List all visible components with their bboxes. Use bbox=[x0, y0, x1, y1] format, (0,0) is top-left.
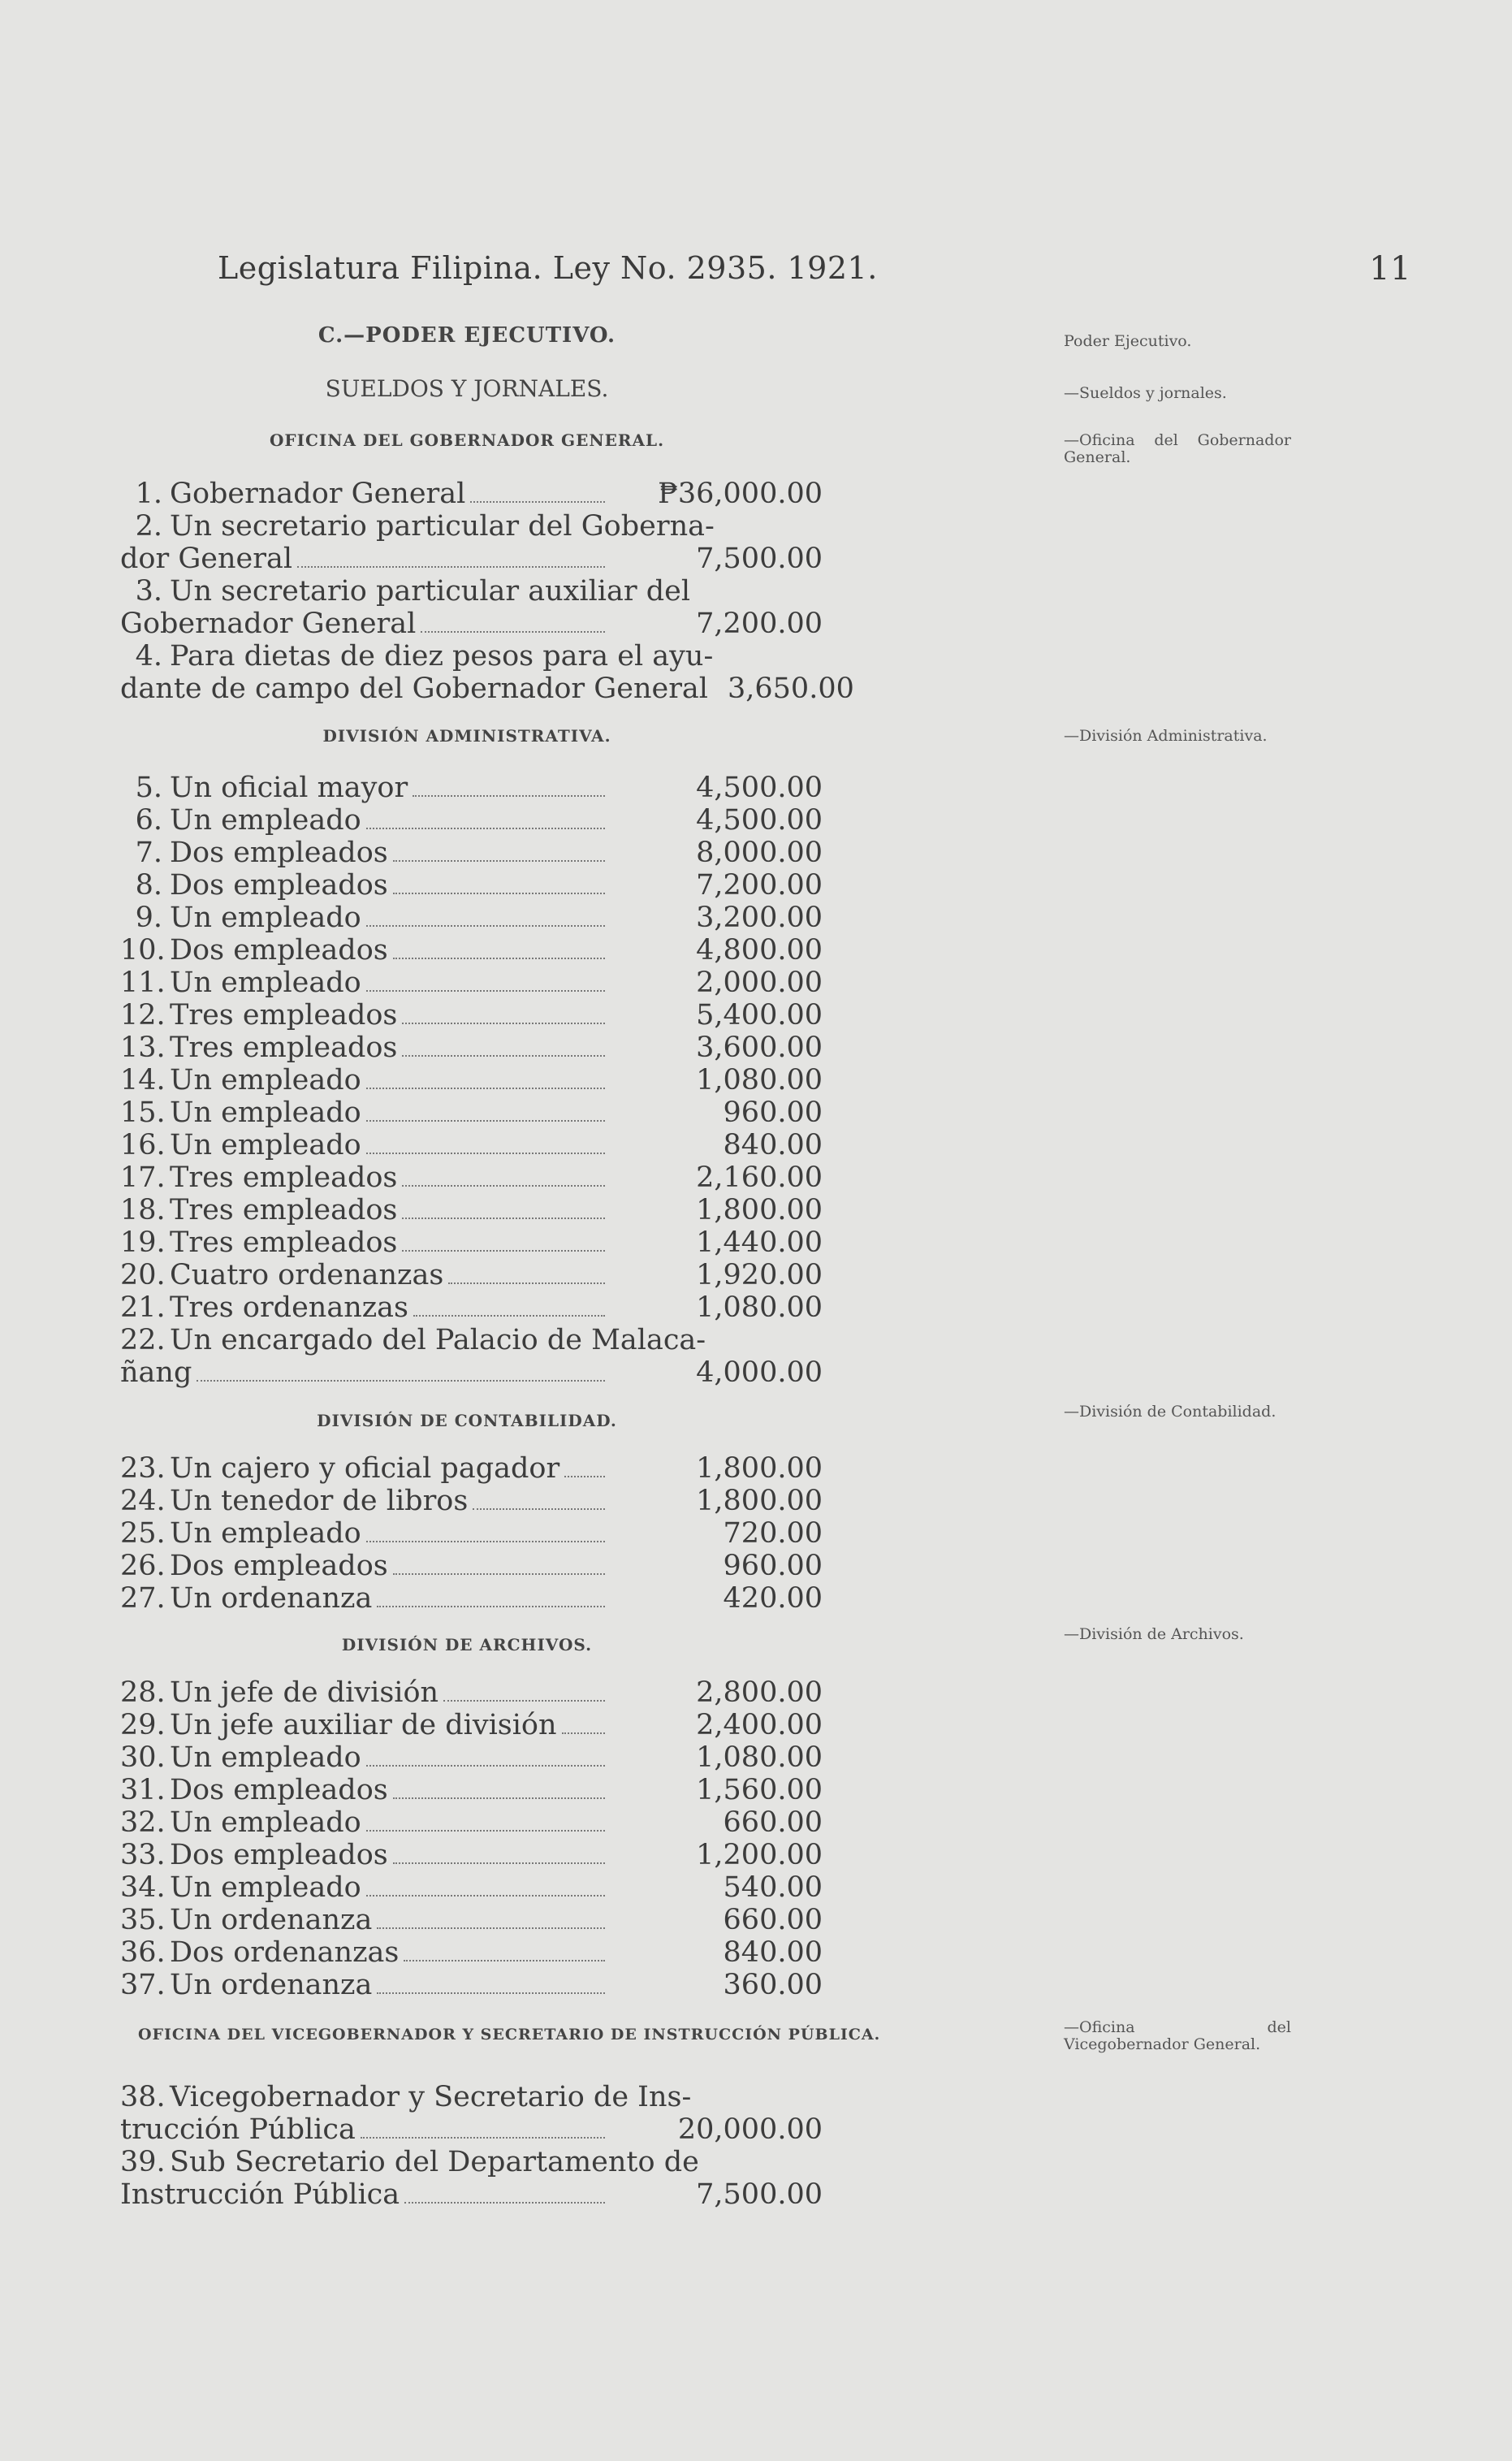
item-line bbox=[120, 1517, 823, 1550]
item-amount: 7,500.00 bbox=[696, 543, 823, 575]
salary-item bbox=[120, 1582, 823, 1615]
dot-leader bbox=[366, 989, 605, 992]
running-title: Legislatura Filipina. Ley No. 2935. 1921. bbox=[218, 250, 878, 286]
item-line bbox=[120, 1226, 823, 1259]
item-line bbox=[120, 1871, 823, 1904]
salary-item bbox=[120, 837, 823, 869]
item-line bbox=[120, 999, 823, 1032]
item-label: Un empleado bbox=[170, 1517, 361, 1550]
group-side-note: —División de Contabilidad. bbox=[1064, 1403, 1277, 1421]
item-line bbox=[120, 2081, 823, 2113]
item-line bbox=[120, 1032, 823, 1064]
item-amount: 4,000.00 bbox=[696, 1356, 823, 1389]
item-amount: 2,000.00 bbox=[696, 967, 823, 999]
dot-leader bbox=[377, 1992, 605, 1994]
item-label: Dos empleados bbox=[170, 1550, 388, 1582]
item-amount: 720.00 bbox=[723, 1517, 823, 1550]
item-line bbox=[120, 1774, 823, 1806]
item-line bbox=[120, 1741, 823, 1774]
group-heading: DIVISIÓN DE ARCHIVOS. bbox=[341, 1635, 593, 1654]
item-amount: 2,400.00 bbox=[696, 1709, 823, 1741]
item-line bbox=[120, 837, 823, 869]
item-label: Dos empleados bbox=[170, 1774, 388, 1806]
item-label: Dos empleados bbox=[170, 869, 388, 902]
item-number: 1. bbox=[135, 478, 162, 510]
item-amount: 1,440.00 bbox=[696, 1226, 823, 1259]
dot-leader bbox=[197, 1379, 605, 1382]
item-line bbox=[120, 1324, 823, 1356]
item-number: 11. bbox=[120, 967, 166, 999]
item-label: Un empleado bbox=[170, 1129, 361, 1161]
item-line bbox=[120, 1161, 823, 1194]
item-line bbox=[120, 2113, 823, 2146]
salary-item bbox=[120, 1485, 823, 1517]
item-label: trucción Pública bbox=[120, 2113, 356, 2146]
item-line bbox=[120, 1129, 823, 1161]
item-line bbox=[120, 1969, 823, 2001]
item-label: Tres empleados bbox=[170, 1032, 398, 1064]
item-number: 35. bbox=[120, 1904, 166, 1936]
dot-leader bbox=[470, 500, 605, 503]
item-number: 5. bbox=[135, 772, 162, 804]
item-label: Un empleado bbox=[170, 1741, 361, 1774]
dot-leader bbox=[402, 1249, 605, 1252]
item-label: Dos empleados bbox=[170, 1839, 388, 1871]
item-label: Tres empleados bbox=[170, 1194, 398, 1226]
dot-leader bbox=[297, 565, 605, 568]
item-label: Un empleado bbox=[170, 1096, 361, 1129]
item-label: dante de campo del Gobernador General bbox=[120, 673, 708, 705]
dot-leader bbox=[473, 1507, 605, 1510]
item-amount: 1,080.00 bbox=[696, 1291, 823, 1324]
salary-item bbox=[120, 1709, 823, 1741]
item-line bbox=[120, 1452, 823, 1485]
item-number: 15. bbox=[120, 1096, 166, 1129]
item-amount: 840.00 bbox=[723, 1936, 823, 1969]
dot-leader bbox=[404, 1959, 605, 1961]
item-number: 36. bbox=[120, 1936, 166, 1969]
salary-item bbox=[120, 1741, 823, 1774]
item-label: Dos empleados bbox=[170, 934, 388, 967]
item-line bbox=[120, 1676, 823, 1709]
item-line bbox=[120, 1582, 823, 1615]
salary-item bbox=[120, 2146, 823, 2211]
dot-leader bbox=[404, 2201, 605, 2204]
item-number: 13. bbox=[120, 1032, 166, 1064]
item-line bbox=[120, 1194, 823, 1226]
item-label: Un empleado bbox=[170, 1806, 361, 1839]
salary-item bbox=[120, 1032, 823, 1064]
dot-leader bbox=[366, 1152, 605, 1154]
dot-leader bbox=[393, 1862, 605, 1864]
dot-leader bbox=[377, 1605, 605, 1607]
item-amount: 3,650.00 bbox=[728, 673, 854, 705]
dot-leader bbox=[443, 1699, 605, 1702]
item-number: 29. bbox=[120, 1709, 166, 1741]
item-label: Un cajero y oficial pagador bbox=[170, 1452, 560, 1485]
dot-leader bbox=[366, 1119, 605, 1122]
item-label: Para dietas de diez pesos para el ayu- bbox=[170, 640, 714, 673]
group-heading: DIVISIÓN DE CONTABILIDAD. bbox=[317, 1411, 617, 1430]
group-side-note: —Oficina del Vicegobernador General. bbox=[1064, 2018, 1291, 2053]
item-number: 34. bbox=[120, 1871, 166, 1904]
item-amount: 3,200.00 bbox=[696, 902, 823, 934]
salary-item bbox=[120, 804, 823, 837]
item-number: 9. bbox=[135, 902, 162, 934]
dot-leader bbox=[421, 630, 605, 633]
item-label: Un ordenanza bbox=[170, 1904, 373, 1936]
dot-leader bbox=[366, 1087, 605, 1089]
item-label: Un jefe auxiliar de división bbox=[170, 1709, 557, 1741]
salary-item bbox=[120, 1969, 823, 2001]
item-amount: 960.00 bbox=[723, 1096, 823, 1129]
section-subtitle: SUELDOS Y JORNALES. bbox=[325, 375, 609, 402]
item-amount: 2,160.00 bbox=[696, 1161, 823, 1194]
item-label: Gobernador General bbox=[120, 608, 417, 640]
salary-item bbox=[120, 1064, 823, 1096]
dot-leader bbox=[402, 1184, 605, 1187]
salary-item bbox=[120, 1550, 823, 1582]
item-line bbox=[120, 934, 823, 967]
item-amount: 8,000.00 bbox=[696, 837, 823, 869]
item-amount: 1,080.00 bbox=[696, 1741, 823, 1774]
item-number: 7. bbox=[135, 837, 162, 869]
item-amount: 1,560.00 bbox=[696, 1774, 823, 1806]
item-number: 33. bbox=[120, 1839, 166, 1871]
page-number: 11 bbox=[1369, 250, 1411, 288]
salary-item bbox=[120, 1904, 823, 1936]
item-line bbox=[120, 2146, 823, 2178]
item-line bbox=[120, 772, 823, 804]
dot-leader bbox=[393, 1797, 605, 1799]
item-number: 19. bbox=[120, 1226, 166, 1259]
dot-leader bbox=[366, 1764, 605, 1767]
salary-item bbox=[120, 1774, 823, 1806]
item-label: Cuatro ordenanzas bbox=[170, 1259, 444, 1291]
item-line bbox=[120, 1550, 823, 1582]
item-number: 14. bbox=[120, 1064, 166, 1096]
dot-leader bbox=[377, 1927, 605, 1929]
item-line bbox=[120, 1259, 823, 1291]
item-label: Un empleado bbox=[170, 1871, 361, 1904]
item-label: dor General bbox=[120, 543, 293, 575]
item-label: Un empleado bbox=[170, 1064, 361, 1096]
salary-item bbox=[120, 1096, 823, 1129]
item-line bbox=[120, 575, 823, 608]
item-amount: 420.00 bbox=[723, 1582, 823, 1615]
section-title: C.—PODER EJECUTIVO. bbox=[318, 323, 616, 348]
dot-leader bbox=[393, 957, 605, 959]
item-label: Dos ordenanzas bbox=[170, 1936, 400, 1969]
item-label: Tres empleados bbox=[170, 1161, 398, 1194]
item-number: 28. bbox=[120, 1676, 166, 1709]
salary-item bbox=[120, 1291, 823, 1324]
item-amount: 4,500.00 bbox=[696, 772, 823, 804]
group-heading: OFICINA DEL GOBERNADOR GENERAL. bbox=[269, 430, 665, 450]
dot-leader bbox=[564, 1475, 605, 1477]
item-label: Un secretario particular del Goberna- bbox=[170, 510, 715, 543]
item-label: Un empleado bbox=[170, 967, 361, 999]
item-amount: 540.00 bbox=[723, 1871, 823, 1904]
salary-item bbox=[120, 1676, 823, 1709]
item-number: 24. bbox=[120, 1485, 166, 1517]
salary-item bbox=[120, 1324, 823, 1389]
item-number: 12. bbox=[120, 999, 166, 1032]
running-header bbox=[218, 250, 1411, 299]
item-number: 32. bbox=[120, 1806, 166, 1839]
salary-item bbox=[120, 640, 854, 705]
item-label: Gobernador General bbox=[170, 478, 466, 510]
item-line bbox=[120, 967, 823, 999]
group-side-note: —Oficina del Gobernador General. bbox=[1064, 431, 1291, 466]
item-number: 38. bbox=[120, 2081, 166, 2113]
item-line bbox=[120, 1356, 823, 1389]
salary-item bbox=[120, 1517, 823, 1550]
item-number: 30. bbox=[120, 1741, 166, 1774]
salary-item bbox=[120, 1839, 823, 1871]
item-number: 6. bbox=[135, 804, 162, 837]
salary-item bbox=[120, 2081, 823, 2146]
item-amount: 1,800.00 bbox=[696, 1485, 823, 1517]
salary-item bbox=[120, 1936, 823, 1969]
salary-item bbox=[120, 1226, 823, 1259]
item-label: Tres empleados bbox=[170, 999, 398, 1032]
item-label: Un ordenanza bbox=[170, 1582, 373, 1615]
item-number: 10. bbox=[120, 934, 166, 967]
salary-item bbox=[120, 869, 823, 902]
item-number: 16. bbox=[120, 1129, 166, 1161]
side-subtitle: —Sueldos y jornales. bbox=[1064, 384, 1227, 402]
item-amount: 7,500.00 bbox=[696, 2178, 823, 2211]
item-label: Sub Secretario del Departamento de bbox=[170, 2146, 699, 2178]
item-number: 2. bbox=[135, 510, 162, 543]
dot-leader bbox=[448, 1282, 605, 1284]
item-number: 3. bbox=[135, 575, 162, 608]
dot-leader bbox=[366, 1829, 605, 1832]
salary-item bbox=[120, 1871, 823, 1904]
item-number: 31. bbox=[120, 1774, 166, 1806]
item-amount: 360.00 bbox=[723, 1969, 823, 2001]
item-number: 27. bbox=[120, 1582, 166, 1615]
item-label: Tres ordenanzas bbox=[170, 1291, 409, 1324]
salary-item bbox=[120, 1452, 823, 1485]
side-title: Poder Ejecutivo. bbox=[1064, 332, 1192, 350]
dot-leader bbox=[402, 1054, 605, 1057]
dot-leader bbox=[402, 1217, 605, 1219]
item-line bbox=[120, 478, 823, 510]
group-side-note: —División de Archivos. bbox=[1064, 1625, 1244, 1643]
item-amount: 1,200.00 bbox=[696, 1839, 823, 1871]
dot-leader bbox=[393, 892, 605, 894]
item-line bbox=[120, 543, 823, 575]
dot-leader bbox=[366, 827, 605, 829]
item-line bbox=[120, 2178, 823, 2211]
item-amount: 7,200.00 bbox=[696, 869, 823, 902]
dot-leader bbox=[366, 1540, 605, 1542]
item-number: 23. bbox=[120, 1452, 166, 1485]
dot-leader bbox=[361, 2136, 605, 2139]
dot-leader bbox=[366, 924, 605, 927]
salary-item bbox=[120, 510, 823, 575]
item-amount: 660.00 bbox=[723, 1806, 823, 1839]
item-amount: 1,920.00 bbox=[696, 1259, 823, 1291]
item-line bbox=[120, 673, 854, 705]
group-heading: OFICINA DEL VICEGOBERNADOR Y SECRETARIO DE INSTRUCCIÓN PÚBLICA. bbox=[138, 2026, 881, 2044]
item-number: 25. bbox=[120, 1517, 166, 1550]
item-amount: 20,000.00 bbox=[677, 2113, 823, 2146]
item-line bbox=[120, 608, 823, 640]
dot-leader bbox=[413, 1314, 605, 1317]
salary-item bbox=[120, 478, 823, 510]
item-number: 8. bbox=[135, 869, 162, 902]
item-number: 20. bbox=[120, 1259, 166, 1291]
dot-leader bbox=[366, 1894, 605, 1897]
item-amount: 960.00 bbox=[723, 1550, 823, 1582]
item-number: 18. bbox=[120, 1194, 166, 1226]
item-amount: 3,600.00 bbox=[696, 1032, 823, 1064]
item-label: ñang bbox=[120, 1356, 192, 1389]
salary-item bbox=[120, 967, 823, 999]
item-label: Un tenedor de libros bbox=[170, 1485, 469, 1517]
item-number: 21. bbox=[120, 1291, 166, 1324]
item-amount: ₱36,000.00 bbox=[658, 478, 823, 510]
item-number: 26. bbox=[120, 1550, 166, 1582]
item-label: Tres empleados bbox=[170, 1226, 398, 1259]
salary-item bbox=[120, 772, 823, 804]
item-line bbox=[120, 640, 823, 673]
item-label: Un empleado bbox=[170, 902, 361, 934]
item-amount: 1,800.00 bbox=[696, 1194, 823, 1226]
item-line bbox=[120, 1839, 823, 1871]
item-amount: 5,400.00 bbox=[696, 999, 823, 1032]
item-number: 17. bbox=[120, 1161, 166, 1194]
dot-leader bbox=[402, 1022, 605, 1024]
item-line bbox=[120, 804, 823, 837]
item-line bbox=[120, 1064, 823, 1096]
item-number: 22. bbox=[120, 1324, 166, 1356]
item-label: Un oficial mayor bbox=[170, 772, 408, 804]
item-amount: 840.00 bbox=[723, 1129, 823, 1161]
group-heading: DIVISIÓN ADMINISTRATIVA. bbox=[322, 726, 611, 746]
dot-leader bbox=[562, 1732, 605, 1734]
item-line bbox=[120, 902, 823, 934]
item-label: Un empleado bbox=[170, 804, 361, 837]
item-label: Un ordenanza bbox=[170, 1969, 373, 2001]
item-amount: 2,800.00 bbox=[696, 1676, 823, 1709]
dot-leader bbox=[393, 1572, 605, 1575]
item-number: 39. bbox=[120, 2146, 166, 2178]
salary-item bbox=[120, 1194, 823, 1226]
item-line bbox=[120, 1904, 823, 1936]
dot-leader bbox=[413, 794, 605, 797]
item-label: Un encargado del Palacio de Malaca- bbox=[170, 1324, 706, 1356]
group-side-note: —División Administrativa. bbox=[1064, 727, 1268, 745]
salary-item bbox=[120, 934, 823, 967]
item-label: Instrucción Pública bbox=[120, 2178, 400, 2211]
item-amount: 4,500.00 bbox=[696, 804, 823, 837]
item-amount: 1,800.00 bbox=[696, 1452, 823, 1485]
item-amount: 7,200.00 bbox=[696, 608, 823, 640]
item-line bbox=[120, 1096, 823, 1129]
item-line bbox=[120, 510, 823, 543]
salary-item bbox=[120, 999, 823, 1032]
salary-item bbox=[120, 1806, 823, 1839]
item-amount: 660.00 bbox=[723, 1904, 823, 1936]
dot-leader bbox=[393, 859, 605, 862]
salary-item bbox=[120, 902, 823, 934]
item-line bbox=[120, 1709, 823, 1741]
salary-item bbox=[120, 1259, 823, 1291]
item-label: Un secretario particular auxiliar del bbox=[170, 575, 691, 608]
item-line bbox=[120, 1936, 823, 1969]
item-number: 37. bbox=[120, 1969, 166, 2001]
item-label: Un jefe de división bbox=[170, 1676, 439, 1709]
salary-item bbox=[120, 575, 823, 640]
item-label: Dos empleados bbox=[170, 837, 388, 869]
item-line bbox=[120, 869, 823, 902]
item-line bbox=[120, 1291, 823, 1324]
item-label: Vicegobernador y Secretario de Ins- bbox=[170, 2081, 692, 2113]
salary-item bbox=[120, 1129, 823, 1161]
item-line bbox=[120, 1485, 823, 1517]
salary-item bbox=[120, 1161, 823, 1194]
item-amount: 1,080.00 bbox=[696, 1064, 823, 1096]
item-line bbox=[120, 1806, 823, 1839]
item-amount: 4,800.00 bbox=[696, 934, 823, 967]
item-number: 4. bbox=[135, 640, 162, 673]
